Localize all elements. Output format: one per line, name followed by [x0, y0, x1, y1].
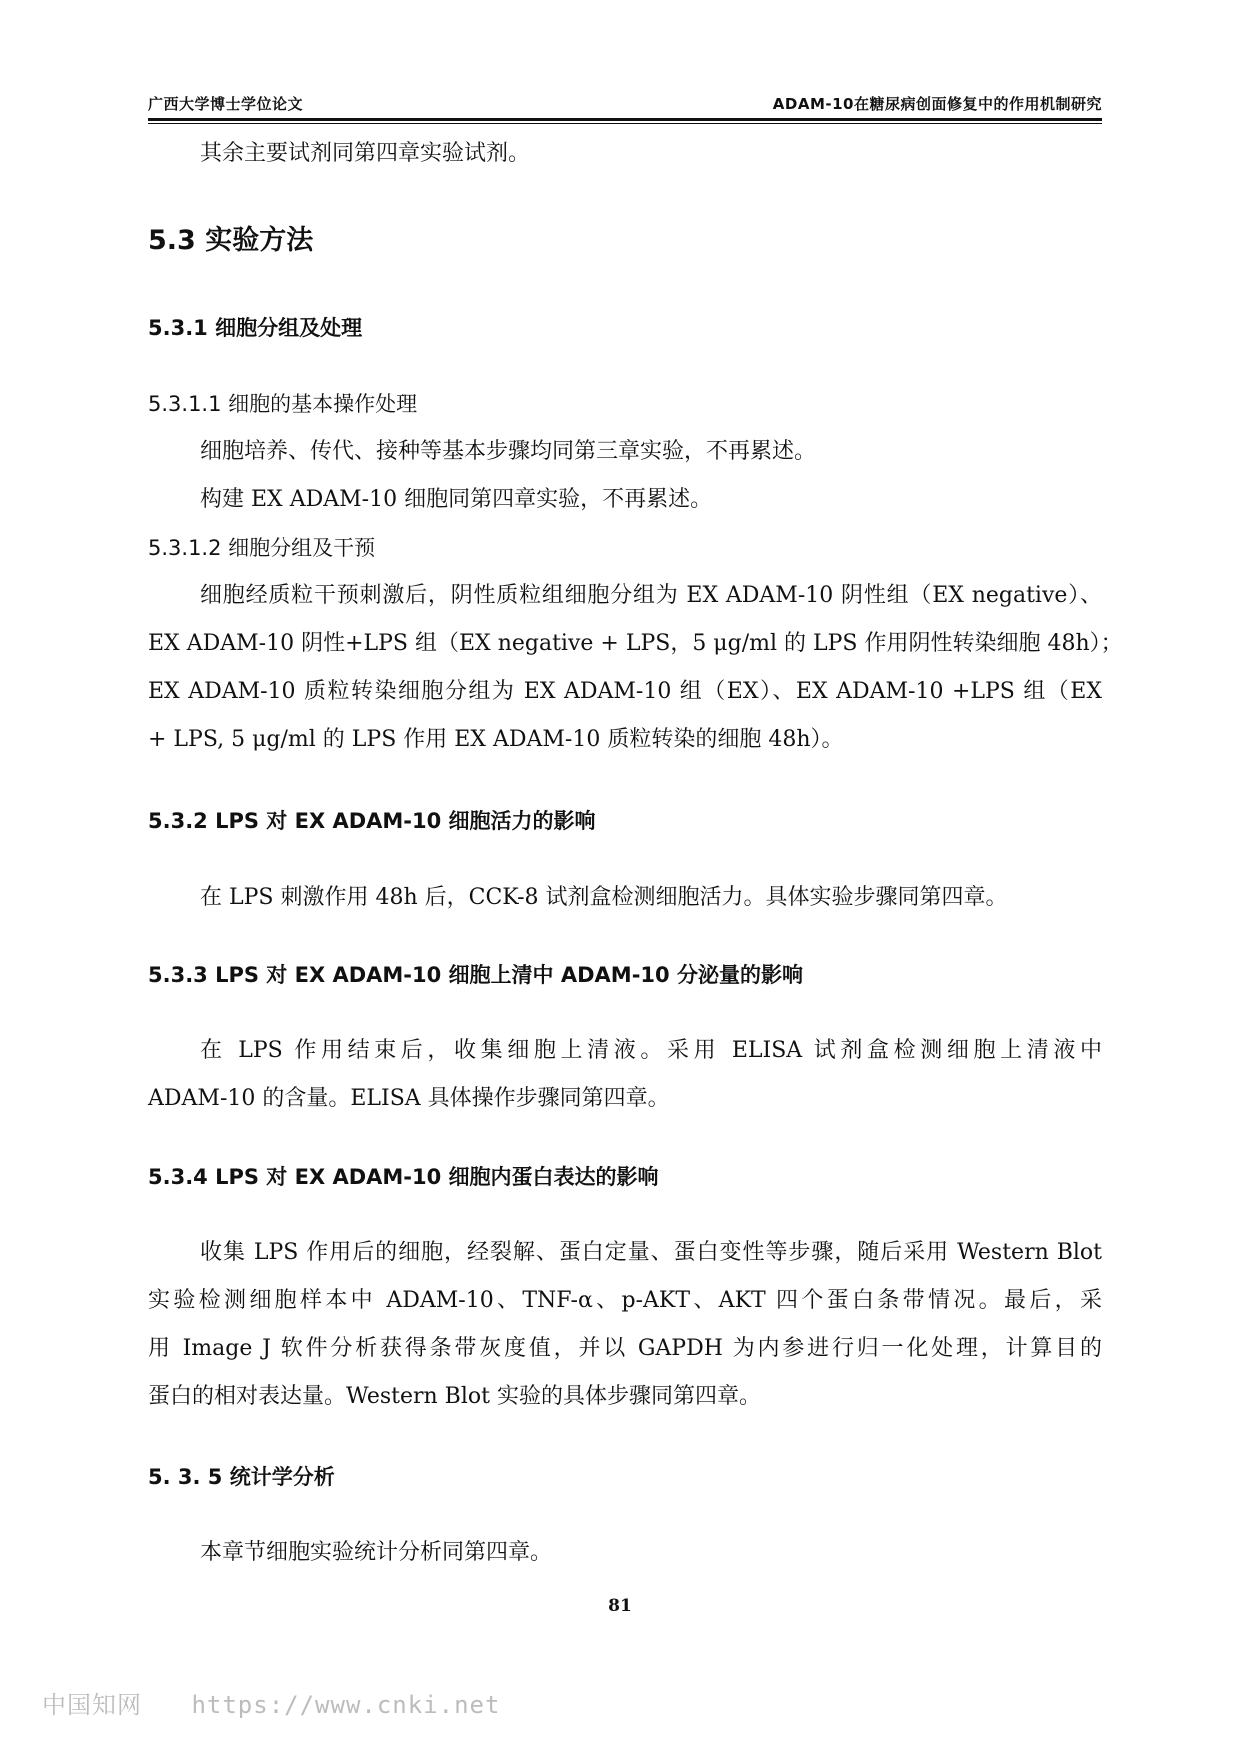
subsection-heading-5-3-3: 5.3.3 LPS 对 EX ADAM-10 细胞上清中 ADAM-10 分泌量的影响: [148, 963, 803, 987]
watermark-cn: 中国知网: [42, 1691, 142, 1719]
paragraph-western-line-1: 收集 LPS 作用后的细胞，经裂解、蛋白定量、蛋白变性等步骤，随后采用 Western Blot: [200, 1240, 1102, 1265]
paragraph-grouping-line-2: EX ADAM-10 阴性+LPS 组（EX negative + LPS，5 μg/ml 的 LPS 作用阴性转染细胞 48h）；: [148, 631, 1123, 656]
watermark-url: https://www.cnki.net: [191, 1691, 501, 1719]
paragraph-cck8: 在 LPS 刺激作用 48h 后，CCK-8 试剂盒检测细胞活力。具体实验步骤同第四章。: [200, 885, 1008, 910]
subsection-heading-5-3-1: 5.3.1 细胞分组及处理: [148, 316, 363, 340]
header-right: ADAM-10在糖尿病创面修复中的作用机制研究: [772, 95, 1102, 113]
running-header: [148, 86, 1102, 114]
header-left: 广西大学博士学位论文: [148, 95, 304, 113]
paragraph-western-line-3: 用 Image J 软件分析获得条带灰度值，并以 GAPDH 为内参进行归一化处理，计算目的: [148, 1336, 1102, 1361]
paragraph-grouping-line-4: + LPS, 5 μg/ml 的 LPS 作用 EX ADAM-10 质粒转染的细胞 48h）。: [148, 727, 844, 752]
subsection-heading-5-3-4: 5.3.4 LPS 对 EX ADAM-10 细胞内蛋白表达的影响: [148, 1165, 659, 1189]
paragraph-grouping-line-1: 细胞经质粒干预刺激后，阴性质粒组细胞分组为 EX ADAM-10 阴性组（EX negative）、: [200, 583, 1102, 608]
paragraph-elisa-line-2: ADAM-10 的含量。ELISA 具体操作步骤同第四章。: [148, 1086, 670, 1111]
paragraph-grouping-line-3: EX ADAM-10 质粒转染细胞分组为 EX ADAM-10 组（EX）、EX ADAM-10 +LPS 组（EX: [148, 679, 1102, 704]
paragraph-western-line-4: 蛋白的相对表达量。Western Blot 实验的具体步骤同第四章。: [148, 1384, 761, 1409]
paragraph-reagents: 其余主要试剂同第四章实验试剂。: [200, 141, 531, 166]
paragraph-western-line-2: 实验检测细胞样本中 ADAM-10、TNF-α、p-AKT、AKT 四个蛋白条带情况。最后，采: [148, 1288, 1102, 1313]
section-heading-5-3: 5.3 实验方法: [148, 225, 314, 256]
header-rule-thick: [148, 118, 1102, 121]
paragraph-statistics: 本章节细胞实验统计分析同第四章。: [200, 1540, 553, 1565]
subsection-heading-5-3-2: 5.3.2 LPS 对 EX ADAM-10 细胞活力的影响: [148, 809, 596, 833]
subsubsection-heading-5-3-1-1: 5.3.1.1 细胞的基本操作处理: [148, 392, 418, 416]
paragraph-elisa-line-1: 在 LPS 作用结束后，收集细胞上清液。采用 ELISA 试剂盒检测细胞上清液中: [200, 1038, 1102, 1063]
subsubsection-heading-5-3-1-2: 5.3.1.2 细胞分组及干预: [148, 536, 376, 560]
subsection-heading-5-3-5: 5. 3. 5 统计学分析: [148, 1465, 335, 1489]
cnki-watermark: [42, 1685, 500, 1720]
paragraph-cell-culture: 细胞培养、传代、接种等基本步骤均同第三章实验，不再累述。: [200, 439, 817, 464]
paragraph-construct: 构建 EX ADAM-10 细胞同第四章实验，不再累述。: [200, 487, 713, 512]
header-rule-thin: [148, 123, 1102, 124]
page-number: 81: [608, 1596, 632, 1616]
